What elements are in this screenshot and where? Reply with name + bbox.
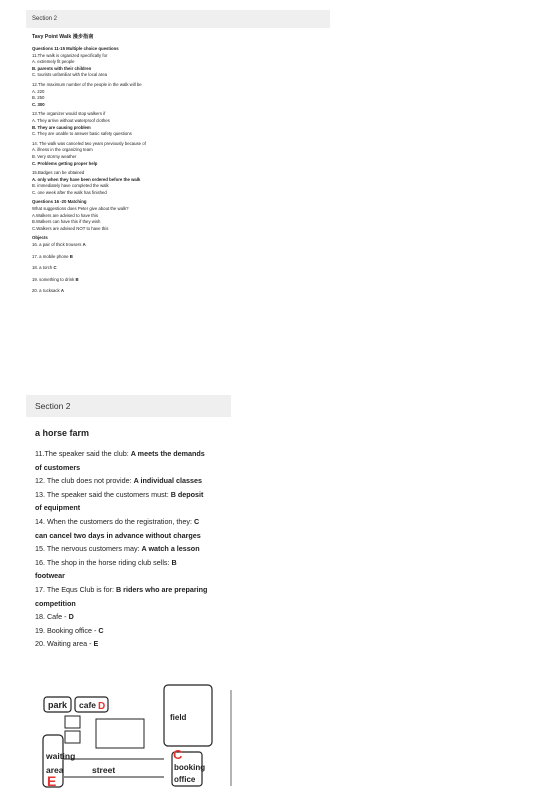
line-text: C. Problems getting proper help	[32, 160, 98, 166]
line-text: 17. The Equs Club is for:	[35, 584, 116, 594]
line-text: B.Walkers can have this if they wish	[32, 219, 101, 225]
section-body	[26, 33, 330, 295]
question-line	[32, 170, 330, 177]
section-block-1	[26, 10, 330, 295]
answer-line	[35, 569, 231, 583]
line-text: What suggestions does Peter give about the walk?	[32, 206, 129, 212]
line-text: 13. The speaker said the customers must:	[35, 489, 171, 499]
waiting-area-label-2: area	[46, 765, 64, 775]
question-line	[32, 53, 330, 60]
answer-line	[35, 501, 231, 515]
answer-text: C	[98, 625, 104, 635]
question-line	[32, 177, 330, 184]
cafe-label: cafe	[79, 700, 97, 710]
question-line	[32, 254, 330, 261]
section-block-2	[26, 395, 231, 651]
question-line	[32, 183, 330, 190]
answer-letter: B	[75, 276, 79, 282]
line-text: 18. a torch	[32, 265, 54, 271]
answer-text: footwear	[35, 571, 65, 581]
booking-office-label-2: office	[174, 775, 196, 784]
line-text: A. extremely fit people	[32, 59, 75, 65]
question-line	[32, 277, 330, 284]
small-building	[65, 716, 80, 728]
line-text: 12. The club does not provide:	[35, 476, 134, 486]
line-text: 16. The shop in the horse riding club sells:	[35, 557, 172, 567]
answer-line	[35, 529, 231, 543]
line-text: 19. Booking office -	[35, 625, 99, 635]
line-text: 11.The walk is organized specifically for	[32, 52, 108, 58]
section-header: Section 2	[26, 395, 231, 417]
booking-office-label-1: booking	[174, 763, 206, 772]
question-line	[32, 72, 330, 79]
question-line	[32, 213, 330, 220]
question-line	[32, 102, 330, 109]
question-list	[32, 46, 330, 295]
answer-text: C	[194, 516, 200, 526]
line-text: Questions 16 -20 Matching	[32, 199, 87, 205]
field-label: field	[170, 713, 187, 722]
answer-text: of customers	[35, 462, 81, 472]
answer-line	[35, 583, 231, 597]
question-line	[32, 82, 330, 89]
line-text: A. 220	[32, 88, 45, 94]
line-text: C.Walkers are advised NOT to have this	[32, 225, 109, 231]
question-line	[32, 131, 330, 138]
question-line	[32, 219, 330, 226]
horse-farm-map	[0, 680, 552, 797]
line-text: A. illness in the organizing team	[32, 147, 93, 153]
line-text: 19. something to drink	[32, 276, 76, 282]
question-line	[32, 226, 330, 233]
street-label: street	[92, 765, 116, 775]
answer-text: competition	[35, 598, 76, 608]
map-drawing	[0, 680, 552, 797]
line-text: 14. The walk was canceled two years previously because of	[32, 140, 146, 146]
small-building	[65, 731, 80, 743]
answer-letter: B	[69, 253, 73, 259]
question-line	[32, 242, 330, 249]
question-line	[32, 46, 330, 53]
answer-line	[35, 515, 231, 529]
line-text: Questions 11-15 Multiple choice questions	[32, 46, 119, 51]
question-line	[32, 206, 330, 213]
answer-text: of equipment	[35, 503, 81, 513]
line-text: 17. a mobile phone	[32, 253, 70, 259]
section-header: Section 2	[26, 10, 330, 28]
line-text: A. only when they have been ordered before the walk	[32, 176, 141, 182]
answer-line	[35, 447, 231, 461]
line-text: 12.The maximum number of the people in the walk will be	[32, 81, 142, 87]
question-line	[32, 147, 330, 154]
answer-text: A watch a lesson	[141, 544, 200, 554]
line-text: B. They are causing problem	[32, 124, 91, 130]
question-line	[32, 235, 330, 242]
line-text: C. one week after the walk has finished	[32, 189, 107, 195]
answer-line	[35, 597, 231, 611]
line-text: 15.Badges can be obtained	[32, 170, 85, 176]
question-line	[32, 95, 330, 102]
line-text: B. Very stormy weather	[32, 153, 77, 159]
question-line	[32, 118, 330, 125]
line-text: 20. a rucksack	[32, 288, 61, 294]
line-text: B. 250	[32, 95, 45, 101]
question-line	[32, 111, 330, 118]
answer-text: B	[171, 557, 177, 567]
line-text: B. immediately have completed the walk	[32, 183, 109, 189]
question-line	[32, 154, 330, 161]
line-text: C. tourists unfamiliar with the local area	[32, 72, 107, 78]
answer-line	[35, 556, 231, 570]
answer-text: can cancel two days in advance without charges	[35, 530, 201, 540]
line-text: 11.The speaker said the club:	[35, 449, 131, 458]
answer-letter: C	[53, 265, 57, 271]
line-text: 18. Cafe -	[35, 612, 69, 622]
section-title: Tavy Point Walk 漫步指南	[32, 34, 94, 40]
park-label: park	[48, 700, 68, 710]
line-text: Objects	[32, 235, 48, 241]
answer-text: B deposit	[170, 489, 204, 499]
answer-text: B riders who are preparing	[115, 584, 208, 594]
section-title: a horse farm	[35, 428, 90, 438]
question-line	[32, 199, 330, 206]
answer-line	[35, 624, 231, 638]
answer-line	[35, 488, 231, 502]
question-line	[32, 89, 330, 96]
line-text: 13.The organizer would stop walkers if	[32, 111, 106, 117]
question-line	[32, 59, 330, 66]
answer-text: E	[93, 639, 99, 649]
answer-line	[35, 461, 231, 475]
line-text: A. They arrive without waterproof clothes	[32, 117, 110, 123]
line-text: 15. The nervous customers may:	[35, 544, 142, 554]
line-text: A.Walkers are advised to have this	[32, 212, 98, 218]
answer-list	[35, 447, 231, 651]
line-text: B. parents with their children	[32, 65, 92, 71]
answer-line	[35, 637, 231, 651]
line-text: C. They are unable to answer basic safety questions	[32, 131, 132, 137]
section-body	[26, 417, 231, 651]
answer-text: A meets the demands	[130, 449, 205, 458]
question-line	[32, 141, 330, 148]
question-line	[32, 265, 330, 272]
answer-line	[35, 474, 231, 488]
line-text: 14. When the customers do the registration, they:	[35, 516, 195, 526]
answer-letter: A	[82, 242, 86, 248]
answer-letter: A	[60, 288, 65, 294]
line-text: 20. Waiting area -	[35, 639, 94, 649]
waiting-area-answer-letter: E	[47, 773, 57, 789]
line-text: C. 300	[32, 101, 45, 107]
question-line	[32, 190, 330, 197]
question-line	[32, 161, 330, 168]
question-line	[32, 66, 330, 73]
building-box	[96, 719, 144, 748]
question-line	[32, 288, 330, 295]
question-line	[32, 125, 330, 132]
line-text: 16. a pair of thick trousers	[32, 242, 83, 248]
answer-text: D	[68, 612, 74, 622]
waiting-area-label-1: waiting	[46, 751, 76, 761]
answer-line	[35, 610, 231, 624]
cafe-answer-letter: D	[98, 701, 106, 712]
answer-line	[35, 542, 231, 556]
booking-office-answer-letter: C	[173, 747, 183, 762]
answer-text: A individual classes	[133, 476, 203, 486]
